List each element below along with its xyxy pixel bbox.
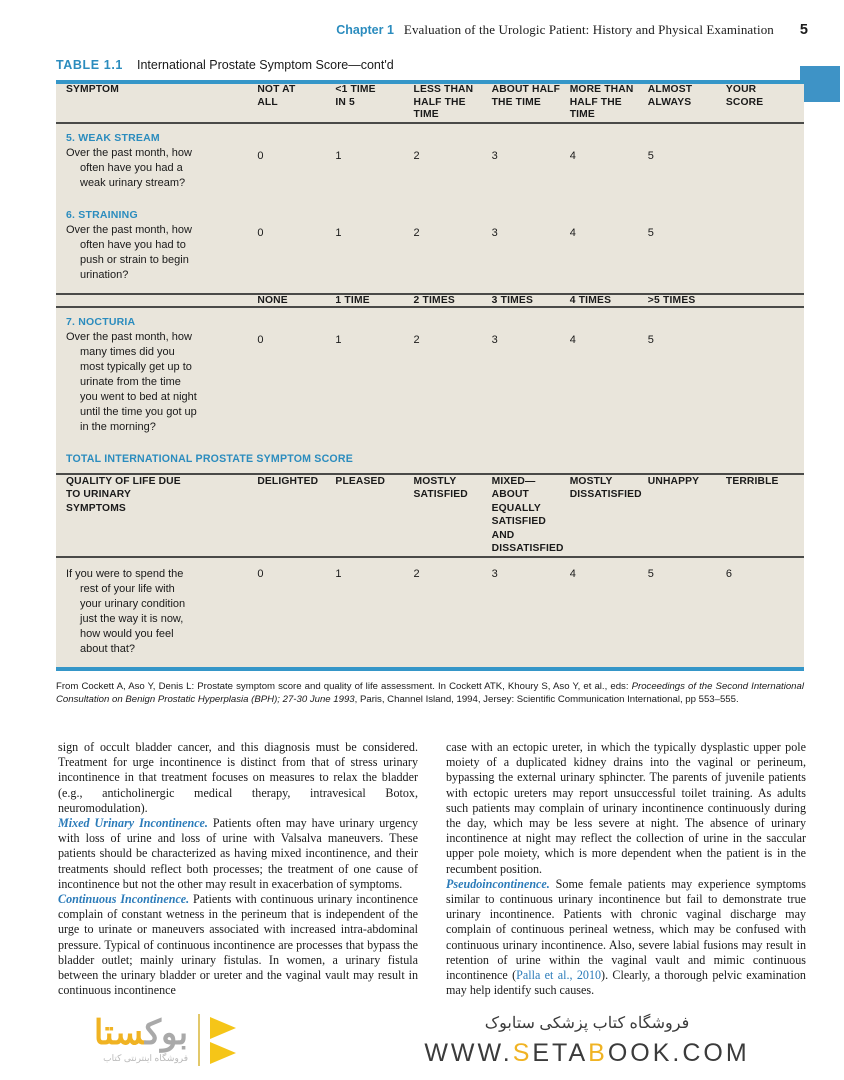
score-value: 3 bbox=[491, 333, 498, 346]
score-value: 2 bbox=[413, 149, 420, 162]
paragraph bbox=[58, 816, 418, 892]
paragraph-text: Patients with continuous urinary incontinence complain of constant wetness in the perineum that is independent of the urge to urinate or maneuvers associated with increased intra-abdominal pressure. Typical of continuous incontinence are processes that bypass the bladder outlet; mainly urinary fistulas. In women, a urinary fistula between the urinary bladder or ureter and the vaginal vault may result in continuous incontinence bbox=[58, 892, 419, 998]
header-line: SATISFIED bbox=[413, 489, 468, 500]
total-score-label: TOTAL INTERNATIONAL PROSTATE SYMPTOM SCORE bbox=[66, 452, 353, 465]
header-almost-always bbox=[648, 84, 726, 122]
source-note-part: From Cockett A, Aso Y, Denis L: Prostate symptom score and quality of life assessment. In Cockett ATK, Khoury S, Aso Y, et al., eds: bbox=[56, 680, 632, 692]
qol-header-mostly-dissatisfied bbox=[570, 475, 648, 556]
header-less-than-half bbox=[414, 84, 492, 122]
header-line: NOT AT bbox=[257, 84, 296, 95]
question-line: how would you feel bbox=[80, 627, 174, 640]
symptom-question bbox=[56, 146, 257, 201]
subheader-1-time: 1 TIME bbox=[335, 294, 370, 306]
logo-divider bbox=[198, 1014, 200, 1066]
symptom-cell-weak-stream bbox=[56, 124, 257, 201]
qol-header-pleased bbox=[335, 475, 413, 556]
header-line: ABOUT HALF bbox=[491, 84, 561, 95]
header-line: YOUR bbox=[725, 84, 757, 95]
paragraph bbox=[446, 877, 806, 999]
ipss-table bbox=[56, 84, 804, 122]
question-line: Over the past month, how bbox=[66, 223, 192, 236]
logo-text bbox=[94, 1016, 188, 1050]
table-1-1 bbox=[56, 58, 804, 707]
symptom-title: 5. WEAK STREAM bbox=[66, 131, 160, 144]
score-value: 3 bbox=[491, 149, 498, 162]
qol-row-table bbox=[56, 558, 804, 667]
qol-header-delighted bbox=[257, 475, 335, 556]
score-value: 0 bbox=[257, 226, 264, 239]
symptom-title: 6. STRAINING bbox=[66, 208, 138, 221]
url-part: ETA bbox=[532, 1038, 589, 1067]
header-line: IN 5 bbox=[335, 96, 355, 108]
logo-wordmark bbox=[94, 1016, 188, 1064]
qol-header-row bbox=[56, 475, 804, 556]
table-caption bbox=[56, 58, 804, 80]
table-body bbox=[56, 84, 804, 667]
qol-question-cell bbox=[56, 558, 257, 667]
score-value: 4 bbox=[569, 226, 576, 239]
body-column-left bbox=[58, 740, 418, 1008]
question-line: weak urinary stream? bbox=[80, 176, 186, 189]
header-about-half bbox=[492, 84, 570, 122]
score-value: 0 bbox=[257, 149, 264, 162]
header-line: MORE THAN bbox=[569, 84, 634, 95]
paragraph bbox=[58, 892, 418, 998]
url-part-highlight: S bbox=[512, 1038, 533, 1067]
footer-banner bbox=[0, 1000, 844, 1080]
header-more-than-half bbox=[570, 84, 648, 122]
url-part-highlight: B bbox=[588, 1038, 608, 1067]
table-row bbox=[56, 308, 804, 445]
score-value: 0 bbox=[257, 333, 264, 346]
header-line: DISSATISFIED bbox=[569, 489, 642, 500]
table-header-row bbox=[56, 84, 804, 122]
symptom-question bbox=[56, 330, 257, 445]
nocturia-row-table bbox=[56, 308, 804, 445]
table-row bbox=[56, 201, 804, 293]
qol-question bbox=[56, 558, 257, 667]
table-row bbox=[56, 124, 804, 201]
question-line: you went to bed at night bbox=[80, 390, 197, 403]
header-line: <1 TIME bbox=[335, 84, 376, 95]
question-line: Over the past month, how bbox=[66, 330, 192, 343]
score-value: 4 bbox=[569, 149, 576, 162]
qol-score-value: 5 bbox=[647, 567, 654, 580]
your-score-blank bbox=[726, 308, 804, 445]
header-line: QUALITY OF LIFE DUE bbox=[66, 475, 181, 487]
running-head-title: Evaluation of the Urologic Patient: History and Physical Examination bbox=[403, 22, 774, 37]
score-value: 1 bbox=[335, 149, 342, 162]
page-number: 5 bbox=[799, 22, 808, 38]
header-line: MIXED—ABOUT bbox=[491, 475, 536, 500]
subheader-4-times: 4 TIMES bbox=[569, 294, 612, 306]
header-line: MOSTLY bbox=[569, 475, 613, 487]
header-line: HALF THE bbox=[569, 96, 622, 108]
question-line: urinate from the time bbox=[80, 375, 181, 388]
running-head bbox=[0, 22, 844, 42]
subheader-5-or-more-times: >5 TIMES bbox=[647, 294, 696, 306]
run-in-head: Pseudoincontinence. bbox=[446, 876, 550, 891]
header-line: TERRIBLE bbox=[725, 475, 779, 487]
qol-score-value: 4 bbox=[569, 567, 576, 580]
question-line: often have you had to bbox=[80, 238, 186, 251]
qol-score-value: 2 bbox=[413, 567, 420, 580]
symptom-cell-straining bbox=[56, 201, 257, 293]
header-less-than-1-in-5 bbox=[335, 84, 413, 122]
header-line: ALL bbox=[257, 96, 278, 108]
question-line: often have you had a bbox=[80, 161, 183, 174]
header-line: EQUALLY bbox=[491, 502, 541, 514]
paragraph: case with an ectopic ureter, in which the typically dysplastic upper pole moiety of a duplicated kidney drains into the vaginal or perineum, bypassing the external urinary sphincter. The parents of juvenile patients with ectopic ureters may report unsuccessful toilet training. As adults such patients may complain of urinary incontinence continuously during the day, which may be less severe at night. The absence of urinary incontinence at night may reflect the collection of urine in the saccular upper pole moiety, which is more dependent when the patient is in the recumbent position. bbox=[446, 740, 806, 876]
score-value: 1 bbox=[335, 333, 342, 346]
subheader-3-times: 3 TIMES bbox=[491, 294, 534, 306]
ipss-symptom-rows bbox=[56, 124, 804, 293]
nocturia-subheader-row bbox=[56, 295, 804, 306]
question-line: until the time you got up bbox=[80, 405, 197, 418]
run-in-head: Mixed Urinary Incontinence. bbox=[58, 816, 208, 831]
footer-logo bbox=[0, 1000, 330, 1080]
question-line: most typically get up to bbox=[80, 360, 192, 373]
score-value: 2 bbox=[413, 226, 420, 239]
header-line: TO URINARY bbox=[66, 489, 132, 500]
qol-header-label bbox=[56, 475, 257, 556]
table-row bbox=[56, 558, 804, 667]
qol-score-value: 1 bbox=[335, 567, 342, 580]
qol-score-value: 6 bbox=[725, 567, 733, 580]
header-line: SYMPTOM bbox=[66, 84, 119, 95]
header-line: ALWAYS bbox=[647, 96, 692, 108]
question-line: many times did you bbox=[80, 345, 175, 358]
score-value: 5 bbox=[647, 226, 654, 239]
source-note-italic: Proceedings of the Second International Consultation on Benign Prostatic Hyperplasia (BPH); 27-30 June 1993 bbox=[56, 680, 804, 705]
header-line: MOSTLY bbox=[413, 475, 457, 487]
header-not-at-all bbox=[257, 84, 335, 122]
question-line: push or strain to begin bbox=[80, 253, 189, 266]
logo-subtitle: فروشگاه اینترنتی کتاب bbox=[103, 1053, 189, 1063]
header-line: LESS THAN bbox=[413, 84, 474, 95]
header-line: DELIGHTED bbox=[257, 475, 319, 487]
your-score-blank bbox=[726, 124, 804, 201]
url-part: WWW. bbox=[424, 1038, 513, 1067]
table-number: TABLE 1.1 bbox=[56, 58, 123, 72]
paragraph-text: Patients often may have urinary urgency with loss of urine and loss of urine with Valsalva maneuvers. These patients should be characterized as having mixed incontinence, and their treatments should reflect both processes; the treatment of one cause of incontinence but not the other may result in exacerbation of symptoms. bbox=[58, 816, 418, 891]
qol-header-table bbox=[56, 475, 804, 556]
body-text-columns bbox=[58, 740, 806, 1008]
symptom-question bbox=[56, 223, 257, 293]
logo-text-gold: ستا bbox=[93, 1014, 145, 1052]
header-line: HALF THE bbox=[413, 96, 466, 108]
question-line: Over the past month, how bbox=[66, 146, 192, 159]
question-line: your urinary condition bbox=[80, 597, 186, 610]
logo-text-gray: بوک bbox=[144, 1014, 189, 1052]
qol-header-unhappy bbox=[648, 475, 726, 556]
score-value: 5 bbox=[647, 149, 654, 162]
paragraph: sign of occult bladder cancer, and this diagnosis must be considered. Treatment for urge incontinence is distinct from that of stress urinary incontinence in that treatment focuses on measures to relax the bladder (e.g., anticholinergic medical therapy, intravesical Botox, neuromodulation). bbox=[58, 740, 418, 815]
score-value: 3 bbox=[491, 226, 498, 239]
nocturia-subheader-table bbox=[56, 295, 804, 306]
qol-header-mixed bbox=[492, 475, 570, 556]
table-source-note bbox=[56, 671, 804, 707]
header-line: THE TIME bbox=[491, 96, 541, 108]
subheader-none: NONE bbox=[257, 294, 288, 306]
header-line: TIME bbox=[569, 109, 595, 120]
header-line: DISSATISFIED bbox=[491, 543, 564, 554]
score-value: 2 bbox=[413, 333, 420, 346]
question-line: If you were to spend the bbox=[66, 567, 184, 580]
source-note-part: , Paris, Channel Island, 1994, Jersey: Scientific Communication International, pp 553–555. bbox=[354, 694, 739, 705]
header-line: PLEASED bbox=[335, 475, 386, 487]
footer-brand bbox=[330, 1013, 844, 1068]
header-line: UNHAPPY bbox=[647, 475, 700, 487]
subheader-spacer-end bbox=[726, 295, 804, 306]
run-in-head: Continuous Incontinence. bbox=[58, 892, 190, 907]
header-line: SATISFIED AND bbox=[491, 516, 546, 541]
score-value: 1 bbox=[335, 226, 342, 239]
body-column-right bbox=[446, 740, 806, 1008]
header-your-score bbox=[726, 84, 804, 122]
page-edge-tab bbox=[800, 66, 840, 102]
question-line: just the way it is now, bbox=[80, 612, 184, 625]
url-part: OOK.COM bbox=[607, 1038, 750, 1067]
subheader-spacer bbox=[56, 295, 257, 306]
score-value: 4 bbox=[569, 333, 576, 346]
header-line: SYMPTOMS bbox=[66, 502, 126, 514]
chapter-label: Chapter 1 bbox=[336, 23, 394, 37]
qol-score-value: 0 bbox=[257, 567, 264, 580]
chevron-shape bbox=[210, 1017, 236, 1039]
question-line: in the morning? bbox=[80, 420, 156, 433]
header-symptom bbox=[56, 84, 257, 122]
qol-header-terrible bbox=[726, 475, 804, 556]
header-line: ALMOST bbox=[647, 84, 693, 95]
question-line: rest of your life with bbox=[80, 582, 175, 595]
chevron-icon bbox=[210, 1017, 236, 1064]
footer-url[interactable] bbox=[424, 1039, 749, 1068]
header-line: TIME bbox=[413, 109, 439, 120]
score-value: 5 bbox=[647, 333, 654, 346]
table-title: International Prostate Symptom Score—cont'd bbox=[137, 58, 394, 72]
paragraph-text: Some female patients may experience symptoms similar to continuous urinary incontinence but fail to demonstrate true urinary incontinence. Patients with chronic vaginal discharge may complain of continuous perineal wetness, which may be confused with continuous urinary incontinence. Also, severe labial fusions may result in retention of urine within the vaginal vault and mimic continuous incontinence ( bbox=[446, 876, 806, 983]
qol-score-value: 3 bbox=[491, 567, 498, 580]
symptom-cell-nocturia bbox=[56, 308, 257, 445]
question-line: about that? bbox=[80, 642, 136, 655]
citation-link[interactable]: Palla et al., 2010 bbox=[516, 968, 602, 983]
qol-header-mostly-satisfied bbox=[414, 475, 492, 556]
your-score-blank bbox=[726, 201, 804, 293]
subheader-2-times: 2 TIMES bbox=[413, 294, 455, 306]
header-line: SCORE bbox=[725, 96, 764, 108]
symptom-title: 7. NOCTURIA bbox=[66, 315, 136, 328]
chevron-shape bbox=[210, 1042, 236, 1064]
footer-tagline: فروشگاه کتاب پزشکی ستابوک bbox=[484, 1014, 690, 1032]
question-line: urination? bbox=[80, 268, 129, 281]
paragraph-text: ). Clearly, a thorough pelvic examination may help identify such causes. bbox=[446, 968, 806, 998]
